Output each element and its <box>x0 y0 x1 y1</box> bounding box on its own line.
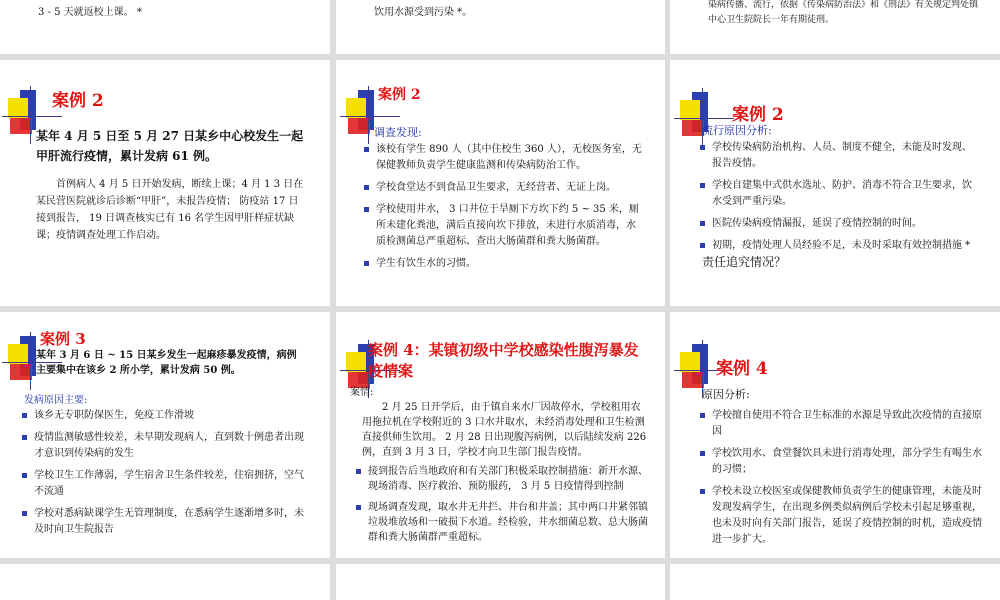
slide-top-left[interactable] <box>0 0 330 54</box>
bullet-list <box>700 408 982 554</box>
section-subheading: 原因分析: <box>702 388 750 401</box>
list-item: 学校卫生工作薄弱，学生宿舍卫生条件较差，住宿拥挤，空气不流通 <box>22 468 312 500</box>
bullet-list <box>356 464 648 551</box>
slide-case2-intro[interactable] <box>0 60 330 306</box>
case-description: 2 月 25 日开学后，由于镇自来水厂因故停水，学校租用农用拖拉机在学校附近的 3 口水井取水，未经消毒处理和卫生检测直接供师生饮用。 2 月 28 日出现腹泻病例，以后陆续发病 226 例，直到 3 月 3 日，学校才向卫生部门报告疫情。 <box>362 402 647 458</box>
slide-next-left[interactable] <box>0 564 330 600</box>
slide-title: 案例 2 <box>732 105 784 125</box>
case-description: 首例病人 4 月 5 日开始发病，断续上课；4 月 1 3 日在某民营医院就诊后诊断“甲肝”，未报告疫情； 防疫站 17 日接到报告， 19 日调查核实已有 16 名学生因甲肝样症状缺课；疫情调查处理工作启动。 <box>36 179 304 241</box>
list-item: 学校饮用水、食堂餐饮具未进行消毒处理，部分学生有喝生水的习惯； <box>700 446 982 478</box>
list-item: 学生有饮生水的习惯。 <box>364 256 644 272</box>
slide-top-right[interactable] <box>670 0 1000 54</box>
slide-text: 3 - 5 天就返校上课。 * <box>38 7 142 18</box>
responsibility-question: 责任追究情况？ <box>702 255 787 269</box>
bullet-list <box>364 142 644 278</box>
section-subheading: 调查发现: <box>374 126 422 139</box>
list-item: 医院传染病疫情漏报，延误了疫情控制的时间。 <box>700 216 980 232</box>
case-headline: 某年 4 月 5 日至 5 月 27 日某乡中心校发生一起甲肝流行疫情，累计发病 61 例。 <box>36 129 304 163</box>
slide-title: 案例 4 <box>716 359 768 379</box>
list-item: 学校对悉病缺课学生无管理制度，在悉病学生逐渐增多时，未及时向卫生院报告 <box>22 506 312 538</box>
case-headline: 某年 3 月 6 日 ~ 15 日某乡发生一起麻疹暴发疫情，病例主要集中在该乡 2 所小学，累计发病 50 例。 <box>36 350 297 376</box>
slide-case2-investigation[interactable] <box>336 60 665 306</box>
section-subheading: 案情: <box>350 387 374 398</box>
slide-text: 饮用水源受到污染 *。 <box>374 7 473 18</box>
slide-next-middle[interactable] <box>336 564 665 600</box>
list-item: 该校有学生 890 人（其中住校生 360 人），无校医务室，无保健教师负责学生健康监测和传染病防治工作。 <box>364 142 644 174</box>
section-subheading: 发病原因主要: <box>24 395 88 406</box>
slide-text: 染病传播、流行，依据《传染病防治法》和《刑法》有关规定判处镇中心卫生院院长一年有期徒刑。 <box>708 0 979 25</box>
list-item: 初期，疫情处理人员经验不足，未及时采取有效控制措施 * <box>700 238 980 254</box>
bullet-list <box>700 140 980 260</box>
slide-title: 案例 4：某镇初级中学校感染性腹泻暴发疫情案 <box>368 341 639 380</box>
slide-case2-analysis[interactable] <box>670 60 1000 306</box>
list-item: 现场调查发现，取水井无井拦、井台和井盖；其中两口井紧邻镇垃圾堆放场和一破损下水道。经检验，井水细菌总数、总大肠菌群和粪大肠菌群严重超标。 <box>356 500 648 545</box>
list-item: 学校自建集中式供水选址、防护、消毒不符合卫生要求，饮水受到严重污染。 <box>700 178 980 210</box>
list-item: 学校食堂达不到食品卫生要求，无经营者、无证上岗。 <box>364 180 644 196</box>
list-item: 学校未设立校医室或保健教师负责学生的健康管理，未能及时发现发病学生，在出现多例类似病例后学校未引起足够重视，也未及时向有关部门报告，延误了疫情控制的时机，造成疫情进一步扩大。 <box>700 484 982 548</box>
slide-next-right[interactable] <box>670 564 1000 600</box>
list-item: 该乡无专职防保医生，免疫工作滑坡 <box>22 408 312 424</box>
bullet-list <box>22 408 312 544</box>
list-item: 学校传染病防治机构、人员、制度不健全，未能及时发现、报告疫情。 <box>700 140 980 172</box>
slide-title: 案例 2 <box>52 91 104 111</box>
slide-case3[interactable] <box>0 312 330 558</box>
slide-title: 案例 2 <box>378 87 421 103</box>
list-item: 学校使用井水， 3 口井位于旱厕下方坎下约 5 ~ 35 米，厕所未建化粪池，满后直接向坎下排放，未进行水质消毒，水质检测菌总严重超标、查出大肠菌群和粪大肠菌群。 <box>364 202 644 250</box>
slide-title: 案例 3 <box>40 330 86 348</box>
list-item: 疫情监测敏感性较差，未早期发现病人，直到数十例患者出现才意识到传染病的发生 <box>22 430 312 462</box>
slide-case4-facts[interactable] <box>336 312 665 558</box>
slide-top-middle[interactable] <box>336 0 665 54</box>
list-item: 学校擅自使用不符合卫生标准的水源是导致此次疫情的直接原因 <box>700 408 982 440</box>
section-subheading: 流行原因分析: <box>702 124 772 137</box>
list-item: 接到报告后当地政府和有关部门积极采取控制措施：新开水源、现场消毒、医疗救治、预防服药， 3 月 5 日疫情得到控制 <box>356 464 648 494</box>
slide-case4-analysis[interactable] <box>670 312 1000 558</box>
